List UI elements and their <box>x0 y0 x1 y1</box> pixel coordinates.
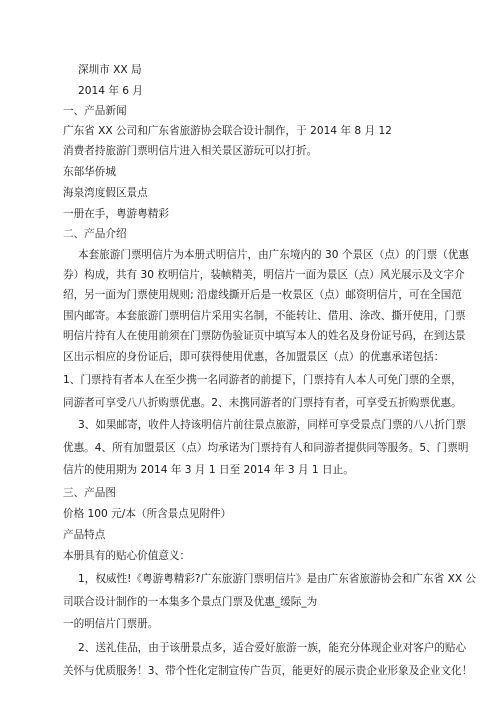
text-line: 东部华侨城 <box>63 166 116 178</box>
paragraph-line: 3、如果邮寄，收件人持该明信片前往景点旅游，同样可享受景点门票的八八折门票 <box>78 419 467 431</box>
paragraph-line: 明信片持有人在使用前须在门票防伪验证页中填写本人的姓名及身份证号码，在到达景 <box>63 330 466 342</box>
paragraph-line: 1、门票持有者本人在至少携一名同游者的前提下，门票持有人本人可免门票的全票， <box>63 374 462 386</box>
paragraph-line: 绍，另一面为门票使用规则; 沿虚线撕开后是一枚景区（点）邮资明信片，可在全国范 <box>63 289 462 301</box>
features-heading: 产品特点 <box>63 529 106 541</box>
paragraph-line: 优惠。4、所有加盟景区（点）均承诺为门票持有人和同游者提供同等服务。5、门票明 <box>63 442 469 454</box>
paragraph-line: 1，权威性!《粤游粤精彩?广东旅游门票明信片》是由广东省旅游协会和广东省 XX 公 <box>78 573 477 585</box>
section-heading-news: 一、产品新闻 <box>63 105 127 117</box>
paragraph-line: 2、送礼佳品，由于该册景点多，适合爱好旅游一族，能充分体现企业对客户的贴心 <box>78 642 467 654</box>
paragraph-line: 围内邮寄。本套旅游门票明信片采用实名制，不能转让、借用、涂改、撕开使用，门票 <box>63 310 466 322</box>
paragraph-line: 关怀与优质服务！3、带个性化定制宣传广告页，能更好的展示贵企业形象及企业文化！ <box>63 665 473 677</box>
paragraph-line: 区出示相应的身份证后，即可获得使用优惠，各加盟景区（点）的优惠承诺包括： <box>63 351 445 363</box>
paragraph-line: 同游者可享受八八折购票优惠。2、未携同游者的门票持有者，可享受五折购票优惠。 <box>63 397 462 409</box>
issuer-line: 深圳市 XX 局 <box>78 64 142 76</box>
text-line: 本册具有的贴心价值意义： <box>63 550 191 562</box>
section-heading-images: 三、产品图 <box>63 487 116 499</box>
paragraph-line: 信片的使用期为 2014 年 3 月 1 日至 2014 年 3 月 1 日止。 <box>63 464 354 476</box>
paragraph-line: 一的明信片门票册。 <box>63 618 159 630</box>
price-line: 价格 100 元/本（所含景点见附件） <box>63 508 232 520</box>
slogan-line: 一册在手，粤游粤精彩 <box>63 208 169 220</box>
date-line: 2014 年 6 月 <box>78 85 143 97</box>
paragraph-line: 司联合设计制作的一本集多个景点门票及优惠_缓际_为 <box>63 596 318 608</box>
text-line: 消费者持旅游门票明信片进入相关景区游玩可以打折。 <box>63 145 318 157</box>
text-line: 广东省 XX 公司和广东省旅游协会联合设计制作，于 2014 年 8 月 12 <box>63 125 392 137</box>
text-line: 海泉湾度假区景点 <box>63 187 148 199</box>
paragraph-line: 券）构成，共有 30 枚明信片，装帧精美，明信片一面为景区（点）风光展示及文字介 <box>63 269 465 281</box>
section-heading-intro: 二、产品介绍 <box>63 228 127 240</box>
paragraph-line: 本套旅游门票明信片为本册式明信片，由广东境内的 30 个景区（点）的门票（优惠 <box>78 249 469 261</box>
